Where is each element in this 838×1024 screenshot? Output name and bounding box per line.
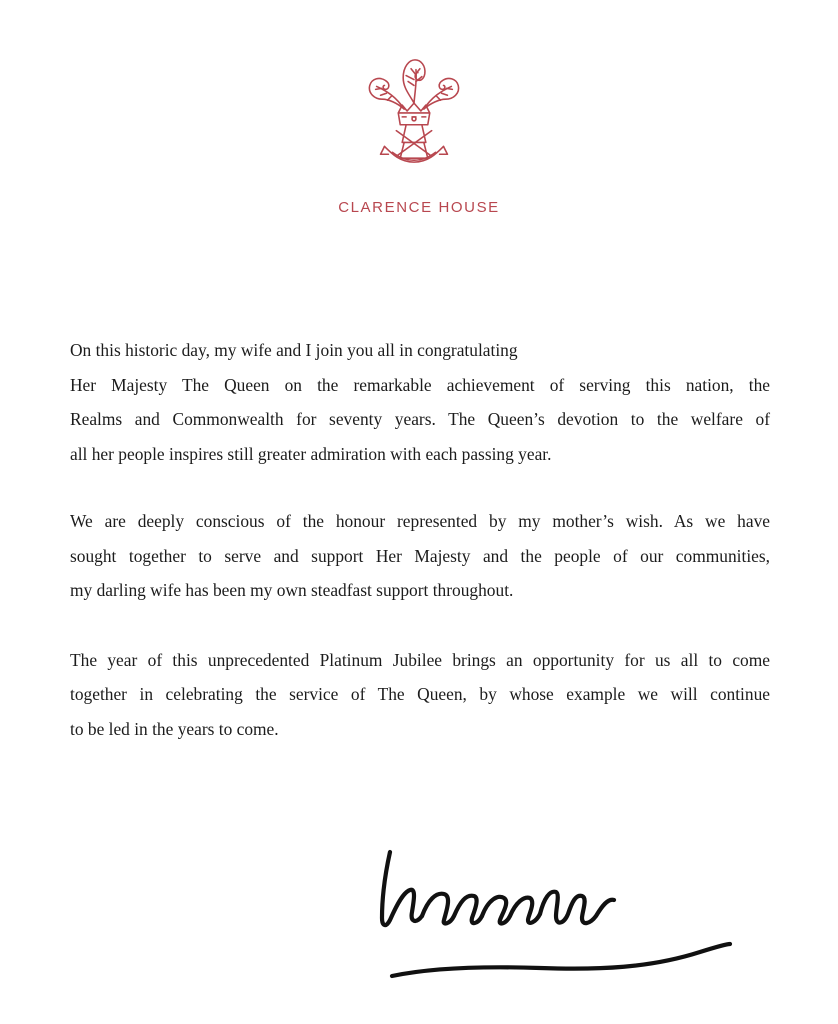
paragraph-1	[70, 333, 770, 471]
paragraph-line: sought together to serve and support Her Majesty and the people of our communities,	[70, 545, 770, 566]
letter-body	[70, 333, 770, 746]
paragraph-2	[70, 504, 770, 608]
paragraph-line: Her Majesty The Queen on the remarkable achievement of serving this nation, the	[70, 374, 770, 395]
paragraph-3	[70, 643, 770, 747]
paragraph-line: all her people inspires still greater admiration with each passing year.	[70, 443, 552, 464]
paragraph-line: Realms and Commonwealth for seventy years. The Queen’s devotion to the welfare of	[70, 409, 770, 429]
paragraph-line: On this historic day, my wife and I join you all in congratulating	[70, 340, 518, 360]
prince-of-wales-feathers-icon	[355, 52, 473, 170]
handwritten-signature-icon	[370, 840, 750, 990]
paragraph-line: The year of this unprecedented Platinum Jubilee brings an opportunity for us all to come	[70, 649, 770, 670]
paragraph-line: We are deeply conscious of the honour represented by my mother’s wish. As we have	[70, 511, 770, 531]
paragraph-line: my darling wife has been my own steadfast support throughout.	[70, 580, 514, 600]
paragraph-line: together in celebrating the service of The Queen, by whose example we will continue	[70, 684, 770, 704]
letterhead-title: CLARENCE HOUSE	[338, 199, 500, 216]
paragraph-line: to be led in the years to come.	[70, 718, 279, 739]
